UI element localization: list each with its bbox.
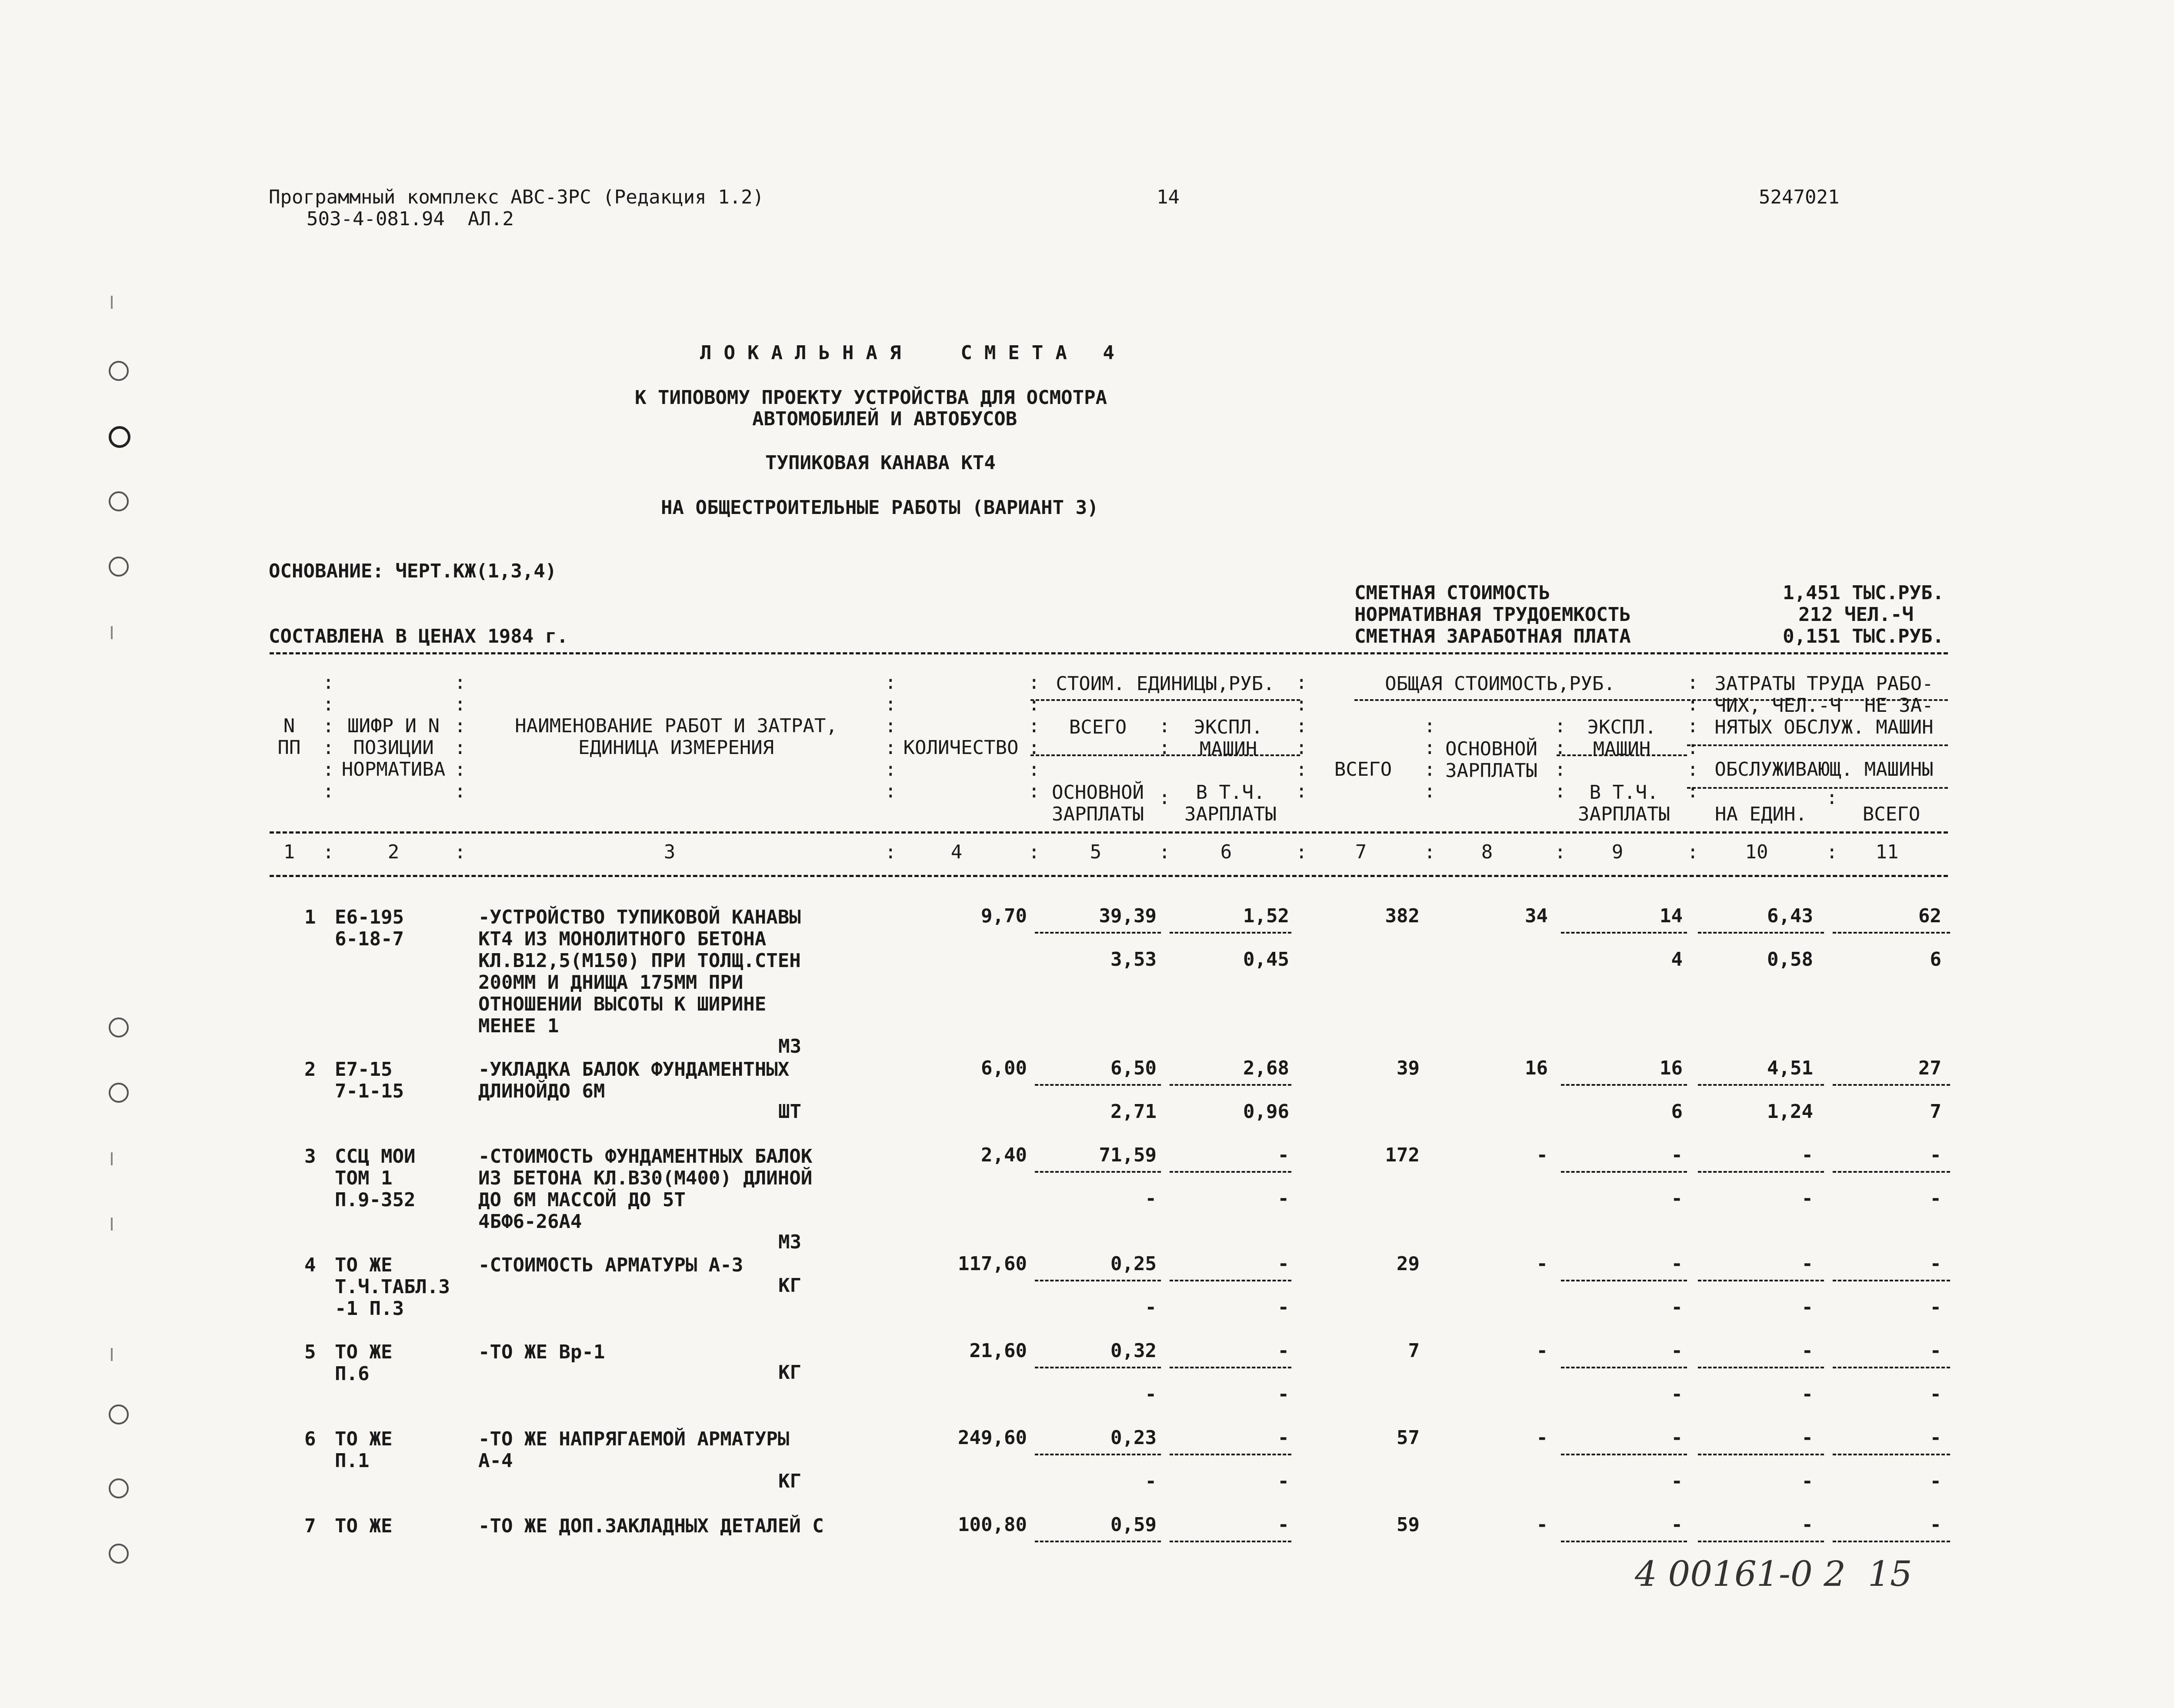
row-qty: 9,70 xyxy=(981,905,1027,927)
column-separator: : xyxy=(1296,841,1307,863)
cell-divider xyxy=(1561,1084,1687,1086)
basis: ОСНОВАНИЕ: ЧЕРТ.КЖ(1,3,4) xyxy=(269,560,557,582)
col-header-total-machines: ЭКСПЛ. МАШИН xyxy=(1587,716,1657,760)
binder-hole xyxy=(109,1478,129,1498)
summary-value: 1,451 ТЫС.РУБ. xyxy=(1783,582,1944,604)
row-unit: М3 xyxy=(778,1035,801,1057)
cell-divider xyxy=(1170,1171,1291,1173)
row-code: Е7-15 7-1-15 xyxy=(335,1058,404,1102)
cell-divider xyxy=(1833,1367,1950,1368)
margin-mark xyxy=(111,1348,117,1361)
row-c5: 0,59 xyxy=(1110,1514,1157,1536)
column-separator: : xyxy=(323,841,334,863)
row-c5b: 2,71 xyxy=(1110,1101,1157,1123)
column-number: 1 xyxy=(283,841,295,863)
row-c9b: - xyxy=(1671,1188,1683,1210)
cell-divider xyxy=(1035,1541,1161,1542)
row-name: -СТОИМОСТЬ ФУНДАМЕНТНЫХ БАЛОК ИЗ БЕТОНА КЛ.В30(М400) ДЛИНОЙ ДО 6М МАССОЙ ДО 5Т 4БФ6-26А4 xyxy=(478,1145,813,1233)
row-c9: - xyxy=(1671,1514,1683,1536)
binder-hole xyxy=(109,1083,129,1103)
doc-title: ЛОКАЛЬНАЯ СМЕТА 4 xyxy=(700,342,1127,364)
header-subrule xyxy=(1030,699,1300,701)
row-c10: - xyxy=(1801,1340,1813,1362)
summary-label: НОРМАТИВНАЯ ТРУДОЕМКОСТЬ xyxy=(1354,604,1631,626)
row-c7: 59 xyxy=(1397,1514,1420,1536)
row-c9b: - xyxy=(1671,1296,1683,1318)
row-c5b: - xyxy=(1145,1296,1157,1318)
row-c9b: 4 xyxy=(1671,948,1683,971)
cell-divider xyxy=(1833,1280,1950,1281)
row-c6: - xyxy=(1277,1514,1289,1536)
row-name: -УКЛАДКА БАЛОК ФУНДАМЕНТНЫХ ДЛИНОЙДО 6М xyxy=(478,1058,790,1102)
column-separator: : xyxy=(454,841,466,863)
column-separator: : xyxy=(1424,841,1436,863)
binder-hole xyxy=(109,1544,129,1564)
margin-mark xyxy=(111,296,117,309)
cell-divider xyxy=(1170,1367,1291,1368)
table-top-rule xyxy=(270,652,1948,654)
column-number: 6 xyxy=(1220,841,1232,863)
column-separator: : : : : : : xyxy=(454,671,466,802)
row-unit: М3 xyxy=(778,1231,801,1253)
row-c7: 172 xyxy=(1385,1144,1420,1166)
cell-divider xyxy=(1035,1084,1161,1086)
row-name: -СТОИМОСТЬ АРМАТУРЫ А-3 xyxy=(478,1254,744,1276)
row-qty: 6,00 xyxy=(981,1057,1027,1079)
header-bottom-rule xyxy=(270,875,1948,877)
cell-divider xyxy=(1170,1084,1291,1086)
row-qty: 21,60 xyxy=(969,1340,1027,1362)
row-c8: - xyxy=(1536,1514,1548,1536)
row-c5b: 3,53 xyxy=(1110,948,1157,971)
row-c11: - xyxy=(1930,1144,1941,1166)
row-c6: - xyxy=(1277,1144,1289,1166)
column-separator: : : : : xyxy=(1554,715,1566,802)
column-number: 9 xyxy=(1611,841,1624,863)
column-number: 2 xyxy=(387,841,400,863)
column-separator: : xyxy=(1554,841,1566,863)
row-code: ТО ЖЕ П.6 xyxy=(335,1341,393,1385)
binder-hole xyxy=(109,491,129,511)
col-header-total-incl-wages: В Т.Ч. ЗАРПЛАТЫ xyxy=(1578,781,1670,825)
header-subrule xyxy=(1354,699,1685,701)
row-c6b: 0,96 xyxy=(1243,1101,1289,1123)
row-c8: 34 xyxy=(1525,905,1548,927)
margin-mark xyxy=(111,626,117,639)
cell-divider xyxy=(1698,1280,1824,1281)
row-qty: 117,60 xyxy=(958,1253,1027,1275)
row-c10b: - xyxy=(1801,1188,1813,1210)
col-header-unit-incl-wages: В Т.Ч. ЗАРПЛАТЫ xyxy=(1184,781,1277,825)
summary-value: 212 ЧЕЛ.-Ч xyxy=(1798,604,1914,626)
row-c6b: - xyxy=(1277,1188,1289,1210)
row-c6b: - xyxy=(1277,1383,1289,1405)
row-c6: 2,68 xyxy=(1243,1057,1289,1079)
column-number: 8 xyxy=(1481,841,1493,863)
row-c9: - xyxy=(1671,1427,1683,1449)
row-c9b: - xyxy=(1671,1470,1683,1492)
row-c5: 0,25 xyxy=(1110,1253,1157,1275)
col-header-code: ШИФР И N ПОЗИЦИИ НОРМАТИВА xyxy=(341,715,446,781)
title-line-2: АВТОМОБИЛЕЙ И АВТОБУСОВ xyxy=(752,408,1017,430)
col-header-unit-total: ВСЕГО xyxy=(1069,716,1127,738)
row-c5b: - xyxy=(1145,1188,1157,1210)
row-number: 7 xyxy=(304,1515,316,1537)
row-c11: 27 xyxy=(1918,1057,1941,1079)
row-c6: 1,52 xyxy=(1243,905,1289,927)
column-number: 4 xyxy=(950,841,963,863)
column-separator: : : : : : : xyxy=(1296,671,1307,802)
column-separator: : : : : : : xyxy=(1028,671,1040,802)
row-unit: КГ xyxy=(778,1361,801,1384)
header-subrule xyxy=(1687,787,1948,789)
column-separator: : xyxy=(1159,787,1170,809)
binder-hole xyxy=(109,361,129,381)
row-c11b: - xyxy=(1930,1188,1941,1210)
row-c9: 16 xyxy=(1660,1057,1683,1079)
column-separator: : xyxy=(1159,841,1170,863)
row-name: -ТО ЖЕ ДОП.ЗАКЛАДНЫХ ДЕТАЛЕЙ С xyxy=(478,1515,824,1537)
row-c9: - xyxy=(1671,1144,1683,1166)
page-number: 14 xyxy=(1157,186,1180,208)
summary-label: СМЕТНАЯ СТОИМОСТЬ xyxy=(1354,582,1550,604)
cell-divider xyxy=(1833,1454,1950,1455)
row-number: 6 xyxy=(304,1428,316,1450)
binder-hole xyxy=(109,557,129,577)
row-unit: КГ xyxy=(778,1274,801,1297)
row-c9b: - xyxy=(1671,1383,1683,1405)
row-c11: - xyxy=(1930,1340,1941,1362)
cell-divider xyxy=(1561,1280,1687,1281)
row-c10b: 0,58 xyxy=(1767,948,1813,971)
row-c10: - xyxy=(1801,1427,1813,1449)
row-c7: 57 xyxy=(1397,1427,1420,1449)
col-header-unit-machines: ЭКСПЛ. МАШИН xyxy=(1194,716,1263,760)
row-c11b: 6 xyxy=(1930,948,1941,971)
row-number: 2 xyxy=(304,1058,316,1081)
row-qty: 100,80 xyxy=(958,1514,1027,1536)
cell-divider xyxy=(1833,932,1950,934)
cell-divider xyxy=(1170,1541,1291,1542)
row-c5: 71,59 xyxy=(1099,1144,1157,1166)
cell-divider xyxy=(1833,1541,1950,1542)
row-code: Е6-195 6-18-7 xyxy=(335,906,404,950)
row-c10b: - xyxy=(1801,1470,1813,1492)
row-number: 3 xyxy=(304,1145,316,1168)
row-c7: 39 xyxy=(1397,1057,1420,1079)
column-separator: : : : : : : xyxy=(885,671,897,802)
binder-hole xyxy=(109,1404,129,1424)
document-number: 5247021 xyxy=(1759,186,1840,208)
column-separator: : : xyxy=(1159,715,1170,759)
col-header-total: ВСЕГО xyxy=(1334,758,1392,781)
row-c6b: - xyxy=(1277,1470,1289,1492)
cell-divider xyxy=(1561,1541,1687,1542)
row-number: 5 xyxy=(304,1341,316,1363)
row-unit: ШТ xyxy=(778,1101,801,1123)
cell-divider xyxy=(1561,1171,1687,1173)
prices-year: СОСТАВЛЕНА В ЦЕНАХ 1984 г. xyxy=(269,625,568,647)
row-c11b: - xyxy=(1930,1296,1941,1318)
group-header-labor: ЗАТРАТЫ ТРУДА РАБО- ЧИХ, ЧЕЛ.-Ч НЕ ЗА- НЯТЫХ ОБСЛУЖ. МАШИН xyxy=(1714,673,1934,738)
col-header-qty: КОЛИЧЕСТВО xyxy=(903,737,1019,759)
col-header-unit-wages: ОСНОВНОЙ ЗАРПЛАТЫ xyxy=(1052,781,1144,825)
column-number: 11 xyxy=(1875,841,1899,863)
column-number: 5 xyxy=(1090,841,1102,863)
binder-hole xyxy=(109,1017,129,1037)
cell-divider xyxy=(1170,1454,1291,1455)
row-name: -ТО ЖЕ НАПРЯГАЕМОЙ АРМАТУРЫ А-4 xyxy=(478,1428,790,1472)
column-number: 7 xyxy=(1355,841,1367,863)
cell-divider xyxy=(1833,1171,1950,1173)
row-c10: 4,51 xyxy=(1767,1057,1813,1079)
row-name: -ТО ЖЕ Вр-1 xyxy=(478,1341,605,1363)
column-separator: : xyxy=(1687,841,1699,863)
row-c10b: 1,24 xyxy=(1767,1101,1813,1123)
cell-divider xyxy=(1035,1367,1161,1368)
cell-divider xyxy=(1035,1454,1161,1455)
cell-divider xyxy=(1561,932,1687,934)
group-header-labor-machines: ОБСЛУЖИВАЮЩ. МАШИНЫ xyxy=(1714,758,1934,781)
cell-divider xyxy=(1698,1084,1824,1086)
summary-label: СМЕТНАЯ ЗАРАБОТНАЯ ПЛАТА xyxy=(1354,625,1631,647)
column-separator: : : : : : : xyxy=(323,671,334,802)
margin-mark xyxy=(111,1218,117,1231)
row-c11: 62 xyxy=(1918,905,1941,927)
row-unit: КГ xyxy=(778,1470,801,1492)
margin-mark xyxy=(111,1152,117,1165)
title-line-3: ТУПИКОВАЯ КАНАВА КТ4 xyxy=(765,452,996,474)
row-c6: - xyxy=(1277,1427,1289,1449)
column-separator: : xyxy=(1028,841,1040,863)
cell-divider xyxy=(1561,1367,1687,1368)
row-name: -УСТРОЙСТВО ТУПИКОВОЙ КАНАВЫ КТ4 ИЗ МОНОЛИТНОГО БЕТОНА КЛ.В12,5(М150) ПРИ ТОЛЩ.СТЕН 200ММ И ДНИЩА 175ММ ПРИ ОТНОШЕНИИ ВЫСОТЫ К ШИРИНЕ МЕНЕЕ 1 xyxy=(478,906,801,1037)
row-c7: 29 xyxy=(1397,1253,1420,1275)
cell-divider xyxy=(1170,1280,1291,1281)
cell-divider xyxy=(1698,932,1824,934)
row-c11b: - xyxy=(1930,1383,1941,1405)
cell-divider xyxy=(1698,1454,1824,1455)
column-separator: : xyxy=(1826,841,1838,863)
cell-divider xyxy=(1561,1454,1687,1455)
column-number: 3 xyxy=(664,841,676,863)
row-c11: - xyxy=(1930,1253,1941,1275)
row-c10: - xyxy=(1801,1253,1813,1275)
row-c9: - xyxy=(1671,1253,1683,1275)
row-number: 4 xyxy=(304,1254,316,1276)
row-c5: 39,39 xyxy=(1099,905,1157,927)
header-number-rule xyxy=(270,831,1948,834)
row-c11b: 7 xyxy=(1930,1101,1941,1123)
row-c7: 7 xyxy=(1408,1340,1420,1362)
row-code: ТО ЖЕ П.1 xyxy=(335,1428,393,1472)
row-c11b: - xyxy=(1930,1470,1941,1492)
row-c6b: - xyxy=(1277,1296,1289,1318)
group-header-total-cost: ОБЩАЯ СТОИМОСТЬ,РУБ. xyxy=(1385,673,1615,695)
col-header-name: НАИМЕНОВАНИЕ РАБОТ И ЗАТРАТ, ЕДИНИЦА ИЗМЕРЕНИЯ xyxy=(515,715,837,759)
row-c6: - xyxy=(1277,1253,1289,1275)
cell-divider xyxy=(1035,932,1161,934)
row-c8: - xyxy=(1536,1253,1548,1275)
group-header-unit-cost: СТОИМ. ЕДИНИЦЫ,РУБ. xyxy=(1056,673,1275,695)
row-c11: - xyxy=(1930,1514,1941,1536)
column-separator: : xyxy=(885,841,897,863)
row-code: ТО ЖЕ Т.Ч.ТАБЛ.3 -1 П.3 xyxy=(335,1254,450,1320)
summary-value: 0,151 ТЫС.РУБ. xyxy=(1783,625,1944,647)
cell-divider xyxy=(1698,1171,1824,1173)
row-c8: - xyxy=(1536,1144,1548,1166)
col-header-total-wages: ОСНОВНОЙ ЗАРПЛАТЫ xyxy=(1445,738,1537,782)
row-c5: 0,32 xyxy=(1110,1340,1157,1362)
row-c6: - xyxy=(1277,1340,1289,1362)
row-c6b: 0,45 xyxy=(1243,948,1289,971)
column-separator: : : : : : : xyxy=(1687,671,1699,802)
row-c10b: - xyxy=(1801,1383,1813,1405)
row-c11: - xyxy=(1930,1427,1941,1449)
row-c10: 6,43 xyxy=(1767,905,1813,927)
col-header-labor-total: ВСЕГО xyxy=(1862,803,1921,825)
column-separator: : : : : xyxy=(1424,715,1436,802)
title-line-1: К ТИПОВОМУ ПРОЕКТУ УСТРОЙСТВА ДЛЯ ОСМОТРА xyxy=(635,387,1107,409)
cell-divider xyxy=(1833,1084,1950,1086)
row-qty: 2,40 xyxy=(981,1144,1027,1166)
row-c7: 382 xyxy=(1385,905,1420,927)
row-number: 1 xyxy=(304,906,316,928)
row-qty: 249,60 xyxy=(958,1427,1027,1449)
col-header-per-unit: НА ЕДИН. xyxy=(1715,803,1807,825)
row-c10: - xyxy=(1801,1144,1813,1166)
column-number: 10 xyxy=(1745,841,1768,863)
cell-divider xyxy=(1698,1367,1824,1368)
cell-divider xyxy=(1035,1171,1161,1173)
cell-divider xyxy=(1170,932,1291,934)
title-line-4: НА ОБЩЕСТРОИТЕЛЬНЫЕ РАБОТЫ (ВАРИАНТ 3) xyxy=(661,497,1099,519)
header-subrule xyxy=(1687,744,1948,746)
row-c5b: - xyxy=(1145,1383,1157,1405)
col-header-n: N ПП xyxy=(277,715,301,759)
handwritten-note: 4 00161-0 2 15 xyxy=(1635,1554,1912,1594)
project-code: 503-4-081.94 АЛ.2 xyxy=(307,208,514,230)
column-separator: : xyxy=(1826,787,1838,809)
row-c10: - xyxy=(1801,1514,1813,1536)
row-c10b: - xyxy=(1801,1296,1813,1318)
row-c9b: 6 xyxy=(1671,1101,1683,1123)
program-name: Программный комплекс АВС-3РС (Редакция 1.2) xyxy=(269,186,764,208)
row-c5b: - xyxy=(1145,1470,1157,1492)
row-c8: - xyxy=(1536,1340,1548,1362)
row-c5: 6,50 xyxy=(1110,1057,1157,1079)
row-code: ТО ЖЕ xyxy=(335,1515,393,1537)
cell-divider xyxy=(1698,1541,1824,1542)
row-c8: - xyxy=(1536,1427,1548,1449)
row-c5: 0,23 xyxy=(1110,1427,1157,1449)
cell-divider xyxy=(1035,1280,1161,1281)
binder-hole xyxy=(109,426,130,448)
row-c8: 16 xyxy=(1525,1057,1548,1079)
row-code: ССЦ МОИ ТОМ 1 П.9-352 xyxy=(335,1145,416,1211)
row-c9: 14 xyxy=(1660,905,1683,927)
row-c9: - xyxy=(1671,1340,1683,1362)
